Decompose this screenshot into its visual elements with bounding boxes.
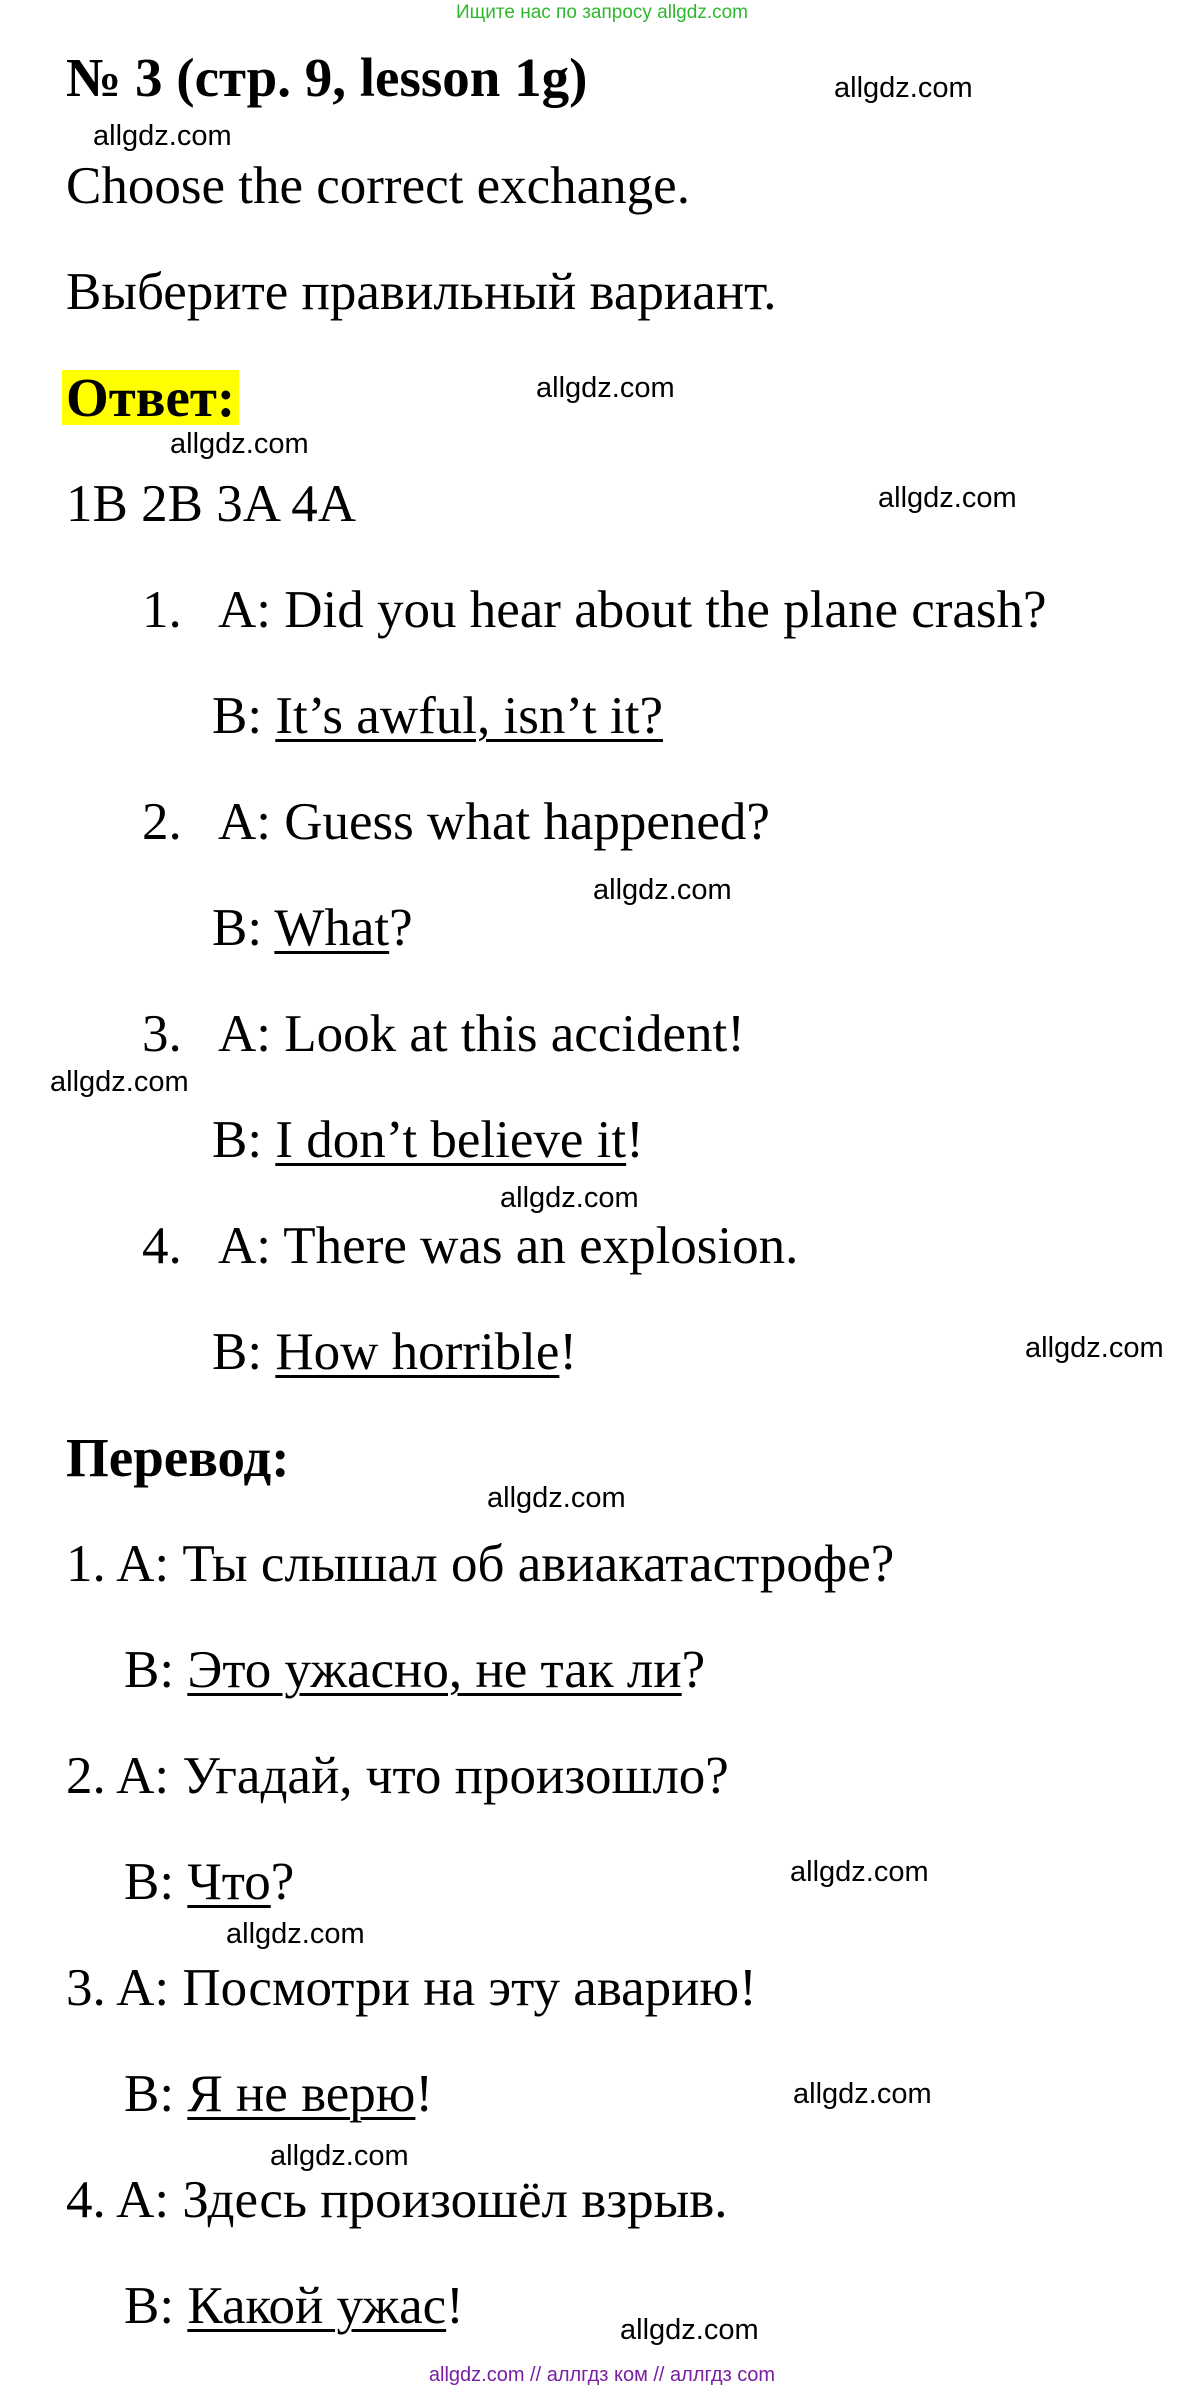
watermark: allgdz.com bbox=[620, 2314, 759, 2346]
translated-answer: Какой ужас bbox=[187, 2277, 447, 2335]
watermark: allgdz.com bbox=[593, 874, 732, 906]
exchange-number: 2. bbox=[142, 793, 182, 851]
exchange-line-b bbox=[212, 687, 663, 745]
speaker-b-label: B: bbox=[212, 899, 275, 957]
translation-line-b bbox=[124, 2277, 464, 2335]
answer-punctuation: ! bbox=[415, 2065, 434, 2123]
translation-line-b bbox=[124, 2065, 434, 2123]
exchange-line-a: A: Did you hear about the plane crash? bbox=[218, 581, 1047, 639]
watermark: allgdz.com bbox=[1025, 1332, 1164, 1364]
correct-answer: I don’t believe it bbox=[275, 1111, 627, 1169]
translated-answer: Что bbox=[187, 1853, 271, 1911]
answer-punctuation: ? bbox=[389, 899, 413, 957]
translation-label: Перевод: bbox=[66, 1427, 290, 1488]
exercise-title: № 3 (стр. 9, lesson 1g) bbox=[66, 47, 588, 108]
correct-answer: It’s awful, isn’t it? bbox=[275, 687, 663, 745]
answer-punctuation: ! bbox=[626, 1111, 644, 1169]
instruction-english: Choose the correct exchange. bbox=[66, 157, 690, 215]
translation-line-a: 1. A: Ты слышал об авиакатастрофе? bbox=[66, 1535, 895, 1593]
translation-line-b bbox=[124, 1641, 706, 1699]
watermark: allgdz.com bbox=[500, 1182, 639, 1214]
exchange-line-b bbox=[212, 1111, 644, 1169]
watermark: allgdz.com bbox=[50, 1066, 189, 1098]
watermark: allgdz.com bbox=[487, 1482, 626, 1514]
speaker-b-label: B: bbox=[124, 1853, 188, 1911]
exchange-number: 3. bbox=[142, 1005, 182, 1063]
translation-line-a: 4. A: Здесь произошёл взрыв. bbox=[66, 2171, 728, 2229]
watermark: allgdz.com bbox=[170, 428, 309, 460]
answer-punctuation: ! bbox=[559, 1323, 578, 1381]
speaker-b-label: B: bbox=[124, 2277, 188, 2335]
watermark: allgdz.com bbox=[93, 120, 232, 152]
exchange-line-a: A: Guess what happened? bbox=[218, 793, 770, 851]
exchange-line-a: A: Look at this accident! bbox=[218, 1005, 745, 1063]
exchange-line-b bbox=[212, 1323, 578, 1381]
watermark: allgdz.com bbox=[790, 1856, 929, 1888]
speaker-b-label: B: bbox=[212, 1323, 276, 1381]
speaker-b-label: B: bbox=[212, 1111, 276, 1169]
translation-line-a: 2. A: Угадай, что произошло? bbox=[66, 1747, 729, 1805]
watermark: allgdz.com bbox=[834, 72, 973, 104]
watermark: allgdz.com bbox=[793, 2078, 932, 2110]
translation-line-a: 3. A: Посмотри на эту аварию! bbox=[66, 1959, 757, 2017]
watermark: allgdz.com bbox=[878, 482, 1017, 514]
speaker-b-label: B: bbox=[124, 1641, 188, 1699]
translation-line-b bbox=[124, 1853, 295, 1911]
watermark: allgdz.com bbox=[270, 2140, 409, 2172]
answer-punctuation: ! bbox=[446, 2277, 464, 2335]
answer-punctuation: ? bbox=[681, 1641, 706, 1699]
speaker-b-label: B: bbox=[212, 687, 276, 745]
correct-answer: What bbox=[274, 899, 390, 957]
answer-key: 1B 2B 3A 4A bbox=[66, 475, 357, 533]
translated-answer: Это ужасно, не так ли bbox=[187, 1641, 682, 1699]
footer-links: allgdz.com // аллгдз ком // аллгдз com bbox=[428, 2364, 776, 2386]
translated-answer: Я не верю bbox=[187, 2065, 416, 2123]
exchange-number: 4. bbox=[142, 1217, 182, 1275]
correct-answer: How horrible bbox=[275, 1323, 560, 1381]
watermark: allgdz.com bbox=[536, 372, 675, 404]
instruction-russian: Выберите правильный вариант. bbox=[66, 263, 777, 321]
answer-punctuation: ? bbox=[270, 1853, 295, 1911]
exchange-line-b bbox=[212, 899, 413, 957]
speaker-b-label: B: bbox=[124, 2065, 188, 2123]
exchange-number: 1. bbox=[142, 581, 182, 639]
top-note: Ищите нас по запросу allgdz.com bbox=[455, 2, 748, 23]
answer-label: Ответ: bbox=[62, 370, 239, 425]
exchange-line-a: A: There was an explosion. bbox=[218, 1217, 799, 1275]
watermark: allgdz.com bbox=[226, 1918, 365, 1950]
